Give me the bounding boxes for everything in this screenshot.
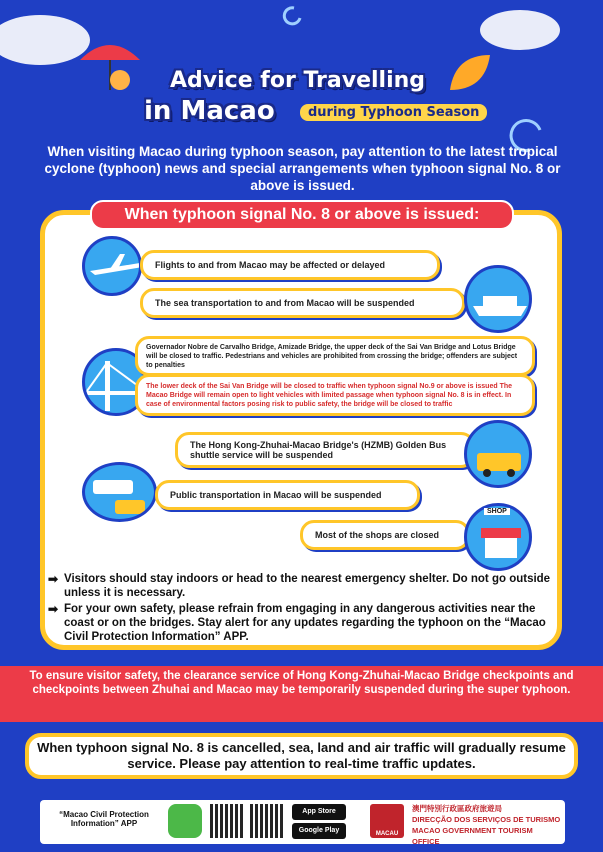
org-name-en: MACAO GOVERNMENT TOURISM OFFICE [412,826,533,846]
shops-pill: Most of the shops are closed [300,520,470,550]
golden-bus-icon [464,420,532,488]
poster-title [140,68,520,128]
mgto-logo [370,804,404,838]
intro-text: When visiting Macao during typhoon season, pay attention to the latest tropical cyclone (typhoon) news and special arrangements when typhoon signal No. 8 or above is issued. [44,144,561,193]
advice-text: For your own safety, please refrain from engaging in any dangerous activities near the coast or on the bridges. Stay alert for any updates regarding the typhoon on the “Macao Civil Protection Information” APP. [64,603,546,643]
hzmb-pill [175,432,475,468]
title-line-3: during Typhoon Season [300,104,487,121]
title-line-2: in Macao [144,96,275,126]
umbrella-icon [75,30,145,100]
shop-sign: SHOP [484,508,510,515]
qr-code-icon [250,804,284,838]
bridges-text: Governador Nobre de Carvalho Bridge, Amizade Bridge, the upper deck of the Sai Van Bridge and Lotus Bridge will be closed to traffic. Pedestrians and vehicles are prohibited from crossing the bridge; offenders are subject to penalties [146,343,518,369]
bridges-red-pill [135,374,535,416]
org-name-cn: 澳門特別行政區政府旅遊局 [412,804,502,813]
logo-abbr: MACAU [375,831,399,837]
advice-item [48,602,553,644]
arrow-right-icon: ➡ [48,572,59,586]
cancel-notice: When typhoon signal No. 8 is cancelled, sea, land and air traffic will gradually resume service. Please pay attention to real-time traffic updates. [25,733,578,779]
app-store-badge[interactable]: App Store [292,804,346,820]
footer [40,800,565,844]
airplane-icon [82,236,142,296]
flights-pill: Flights to and from Macao may be affected or delayed [140,250,440,280]
panel-heading: When typhoon signal No. 8 or above is issued: [90,200,514,230]
google-play-badge[interactable]: Google Play [292,823,346,839]
org-name-pt: DIRECÇÃO DOS SERVIÇOS DE TURISMO [412,815,561,824]
arrow-right-icon: ➡ [48,602,59,616]
public-transport-icon [82,462,157,522]
org-name [412,803,562,847]
super-typhoon-notice: To ensure visitor safety, the clearance service of Hong Kong-Zhuhai-Macao Bridge checkpoints and checkpoints between Zhuhai and Macao may be temporarily suspended during the super typhoon. [0,666,603,722]
bridges-red-text: The lower deck of the Sai Van Bridge will be closed to traffic when typhoon signal No.9 or above is issued The Macao Bridge will remain open to light vehicles with limited passage when typhoon signal No. 8 is in effect. In case of environmental factors posing risk to public safety, the bridge will be closed to traffic [146,382,513,408]
bridges-pill [135,336,535,376]
advice-text: Visitors should stay indoors or head to the nearest emergency shelter. Do not go outside unless it is necessary. [64,573,551,599]
qr-code-icon [210,804,244,838]
ferry-icon [464,265,532,333]
title-line-1: Advice for Travelling [170,68,426,93]
app-icon[interactable] [168,804,202,838]
public-transport-pill: Public transportation in Macao will be suspended [155,480,420,510]
advice-list [48,572,553,646]
hzmb-text: The Hong Kong-Zhuhai-Macao Bridge's (HZMB) Golden Bus shuttle service will be suspended [190,440,447,460]
app-label: “Macao Civil Protection Information” APP [59,810,149,828]
sea-pill: The sea transportation to and from Macao will be suspended [140,288,465,318]
advice-item [48,572,553,600]
